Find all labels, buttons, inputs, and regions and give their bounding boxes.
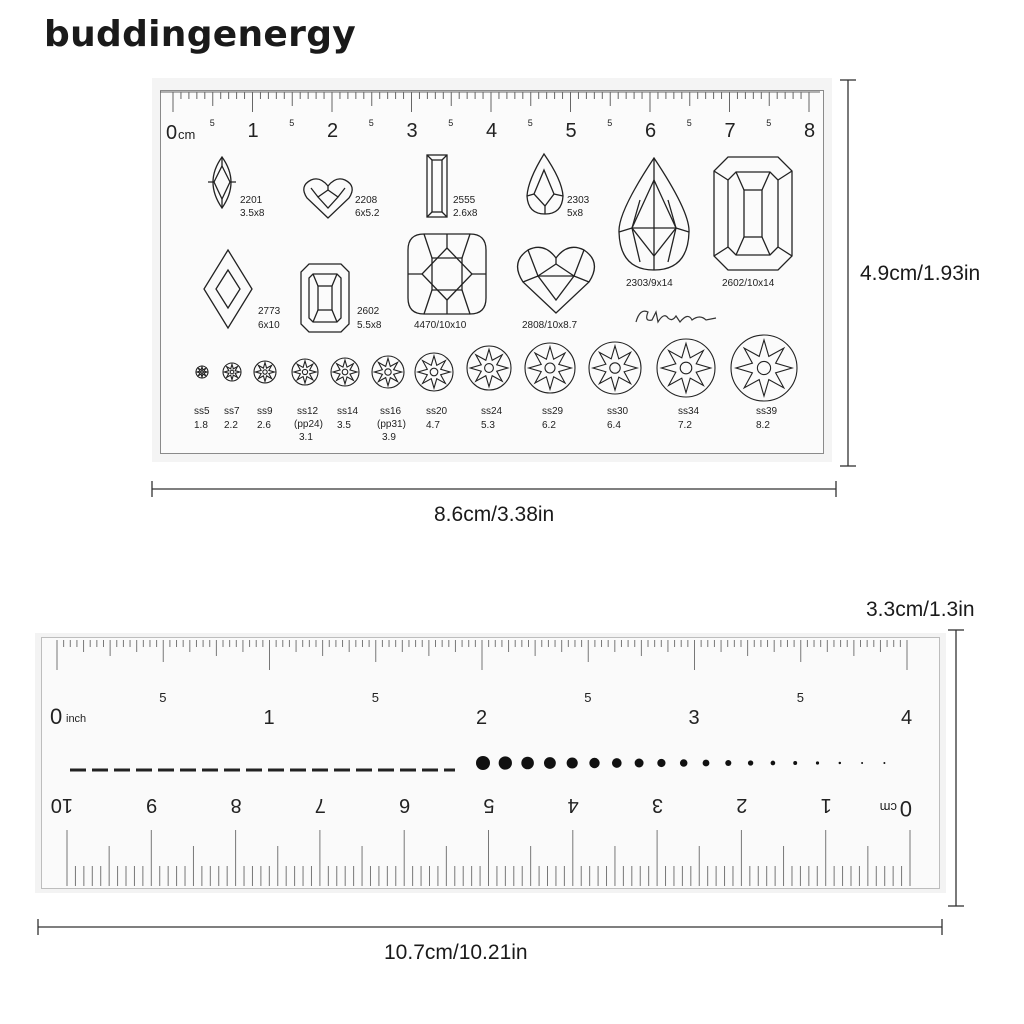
dot-gauge-row — [70, 756, 885, 770]
cm-number-4: 4 — [567, 794, 579, 816]
cm-number-5: 5 — [483, 794, 495, 816]
stone-ss14 — [331, 358, 359, 386]
cm-number-6: 6 — [645, 120, 657, 142]
stone-size-label: ss12 — [297, 406, 319, 417]
kite-gem-outline — [204, 250, 252, 328]
gauge-dot — [589, 758, 599, 768]
card2-dimension-lines — [38, 630, 964, 935]
cm-zero-label-flipped: 0 — [899, 796, 912, 821]
cm-zero-label: 0 — [166, 122, 178, 144]
cm-ruler-numbers — [210, 118, 815, 142]
stone-mm-label: 6.4 — [607, 420, 621, 431]
shape-code-2555: 2555 — [453, 195, 476, 206]
gauge-dot — [883, 762, 885, 764]
cm-unit-label-flipped: cm — [879, 800, 897, 815]
stone-mm-label: 1.8 — [194, 420, 208, 431]
inch-number-3: 3 — [688, 707, 700, 729]
inch-number-4: 4 — [901, 707, 913, 729]
gauge-dot — [635, 759, 644, 768]
cm-number-8: 8 — [804, 120, 816, 142]
stone-mm-label: 5.3 — [481, 420, 495, 431]
stone-size-label: ss20 — [426, 406, 448, 417]
card2-width-label: 10.7cm/10.21in — [384, 941, 528, 964]
gauge-dot — [657, 759, 665, 767]
stone-size-label: ss29 — [542, 406, 564, 417]
inch-half-mark: 5 — [584, 690, 592, 705]
stone-ss20 — [415, 353, 453, 391]
signature-scribble — [636, 311, 716, 322]
octagon-gem-outline — [301, 264, 349, 332]
cm-number-10: 10 — [50, 794, 73, 816]
card1-height-label: 4.9cm/1.93in — [860, 262, 981, 285]
stone-mm-label: 4.7 — [426, 420, 440, 431]
cm-half-mark: 5 — [527, 118, 533, 128]
stone-pp-label: (pp24) — [294, 419, 323, 430]
cm-number-9: 9 — [146, 794, 158, 816]
cm-ruler-ticks — [160, 92, 820, 112]
cm-half-mark: 5 — [368, 118, 374, 128]
gauge-dot — [816, 761, 819, 764]
stone-size-label: ss7 — [224, 406, 240, 417]
shape-code-2201: 2201 — [240, 195, 263, 206]
shape-code-2208: 2208 — [355, 195, 378, 206]
cm-number-6: 6 — [399, 794, 411, 816]
inch-half-mark: 5 — [796, 690, 804, 705]
cm-number-2: 2 — [736, 794, 748, 816]
stone-size-label: ss9 — [257, 406, 273, 417]
stone-mm-label: 2.6 — [257, 420, 271, 431]
cm-half-mark: 5 — [448, 118, 454, 128]
cm-number-2: 2 — [327, 120, 339, 142]
shape-code-2602: 2602 — [357, 306, 380, 317]
stone-pp-label: (pp31) — [377, 419, 406, 430]
stone-mm-label: 3.9 — [382, 432, 396, 443]
card2-height-label: 3.3cm/1.3in — [866, 598, 975, 621]
stone-size-label: ss5 — [194, 406, 210, 417]
cm-half-mark: 5 — [766, 118, 772, 128]
card1-width-label: 8.6cm/3.38in — [434, 503, 555, 526]
stone-ss30 — [589, 342, 641, 394]
stone-ss39 — [731, 335, 797, 401]
inch-half-mark: 5 — [159, 690, 167, 705]
gauge-dot — [499, 756, 512, 769]
stone-mm-label: 6.2 — [542, 420, 556, 431]
shape-code-2303-large: 2303/9x14 — [626, 278, 673, 289]
stone-mm-label: 7.2 — [678, 420, 692, 431]
gauge-dot — [567, 757, 578, 768]
stone-size-label: ss24 — [481, 406, 503, 417]
cm-unit-label: cm — [178, 127, 196, 142]
gauge-dot — [680, 759, 688, 767]
stone-size-label: ss16 — [380, 406, 402, 417]
gauge-dot — [839, 762, 841, 764]
shape-code-2602-large: 2602/10x14 — [722, 278, 775, 289]
baguette-gem-outline — [427, 155, 447, 217]
rhinestone-size-row — [194, 335, 797, 443]
small-heart-gem-outline — [304, 179, 352, 218]
small-pear-gem-outline — [527, 154, 563, 214]
brand-logo-text: buddingenergy — [44, 14, 357, 55]
cm-number-5: 5 — [565, 120, 577, 142]
inch-half-mark: 5 — [371, 690, 379, 705]
stone-ss7 — [223, 363, 241, 381]
shape-code-2303: 2303 — [567, 195, 590, 206]
stone-ss24 — [467, 346, 511, 390]
stone-mm-label: 2.2 — [224, 420, 238, 431]
stone-mm-label: 3.1 — [299, 432, 313, 443]
shape-size-2773: 6x10 — [258, 320, 280, 331]
cm-number-8: 8 — [230, 794, 242, 816]
shape-size-2602: 5.5x8 — [357, 320, 382, 331]
cm-number-7: 7 — [724, 120, 736, 142]
shape-code-2773: 2773 — [258, 306, 281, 317]
gauge-dot — [771, 761, 776, 766]
large-pear-gem-outline — [619, 158, 689, 270]
heart-gem-outline — [518, 247, 595, 313]
inch-number-2: 2 — [476, 707, 488, 729]
stone-size-label: ss39 — [756, 406, 778, 417]
gauge-dot — [861, 762, 863, 764]
inch-number-1: 1 — [263, 707, 275, 729]
stone-ss34 — [657, 339, 715, 397]
stone-size-label: ss34 — [678, 406, 700, 417]
shape-size-2208: 6x5.2 — [355, 208, 380, 219]
inch-unit-label: inch — [66, 713, 87, 725]
large-octagon-gem-outline — [714, 157, 792, 270]
shape-code-4470: 4470/10x10 — [414, 320, 467, 331]
cm-half-mark: 5 — [607, 118, 613, 128]
cm-number-3: 3 — [406, 120, 418, 142]
shape-size-2201: 3.5x8 — [240, 208, 265, 219]
cm-number-1: 1 — [247, 120, 259, 142]
cm-number-7: 7 — [314, 794, 326, 816]
cm-half-mark: 5 — [289, 118, 295, 128]
inch-zero-label: 0 — [50, 704, 63, 729]
stone-ss9 — [254, 361, 276, 383]
gauge-dot — [725, 760, 731, 766]
navette-gem-outline — [208, 157, 236, 208]
stone-ss5 — [196, 366, 208, 378]
gauge-dot — [476, 756, 490, 770]
stone-ss12 — [292, 359, 318, 385]
stone-ss29 — [525, 343, 575, 393]
gauge-dot — [612, 758, 622, 768]
cm-half-mark: 5 — [686, 118, 692, 128]
shape-code-2808: 2808/10x8.7 — [522, 320, 578, 331]
gauge-dot — [793, 761, 797, 765]
shape-size-2303: 5x8 — [567, 208, 584, 219]
cm-number-4: 4 — [486, 120, 498, 142]
stone-mm-label: 3.5 — [337, 420, 351, 431]
gauge-dot — [703, 760, 710, 767]
cm-half-mark: 5 — [209, 118, 215, 128]
stone-mm-label: 8.2 — [756, 420, 770, 431]
cm-number-1: 1 — [820, 794, 832, 816]
gauge-dot — [544, 757, 556, 769]
cushion-gem-outline — [408, 234, 486, 314]
stone-size-label: ss30 — [607, 406, 629, 417]
stone-ss16 — [372, 356, 404, 388]
shape-size-2555: 2.6x8 — [453, 208, 478, 219]
gauge-dot — [748, 760, 753, 765]
gauge-dot — [521, 757, 534, 770]
stone-size-label: ss14 — [337, 406, 359, 417]
cm-number-3: 3 — [651, 794, 664, 816]
